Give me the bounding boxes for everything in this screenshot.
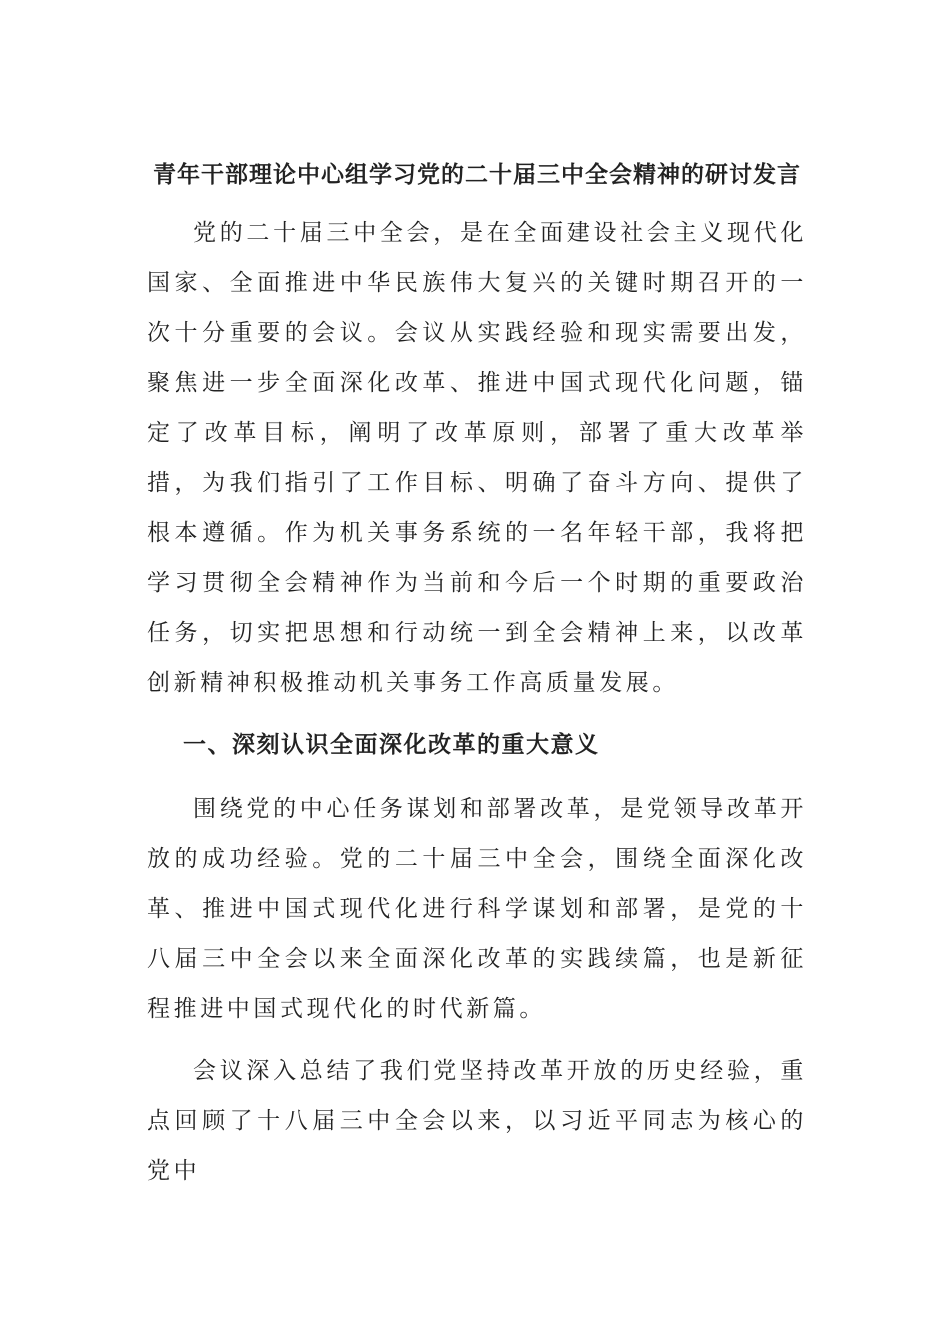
document-title: 青年干部理论中心组学习党的二十届三中全会精神的研讨发言 <box>153 161 801 188</box>
document-content <box>147 150 807 1208</box>
section-heading-1: 一、深刻认识全面深化改革的重大意义 <box>183 732 600 758</box>
paragraph-section-1-b: 会议深入总结了我们党坚持改革开放的历史经验，重点回顾了十八届三中全会以来，以习近平同志为核心的党中 <box>147 1058 807 1184</box>
paragraph-section-1-a: 围绕党的中心任务谋划和部署改革，是党领导改革开放的成功经验。党的二十届三中全会，围绕全面深化改革、推进中国式现代化进行科学谋划和部署，是党的十八届三中全会以来全面深化改革的实践续篇，也是新征程推进中国式现代化的时代新篇。 <box>147 796 807 1022</box>
paragraph-intro: 党的二十届三中全会，是在全面建设社会主义现代化国家、全面推进中华民族伟大复兴的关键时期召开的一次十分重要的会议。会议从实践经验和现实需要出发，聚焦进一步全面深化改革、推进中国式现代化问题，锚定了改革目标，阐明了改革原则，部署了重大改革举措，为我们指引了工作目标、明确了奋斗方向、提供了根本遵循。作为机关事务系统的一名年轻干部，我将把学习贯彻全会精神作为当前和今后一个时期的重要政治任务，切实把思想和行动统一到全会精神上来，以改革创新精神积极推动机关事务工作高质量发展。 <box>147 220 807 696</box>
